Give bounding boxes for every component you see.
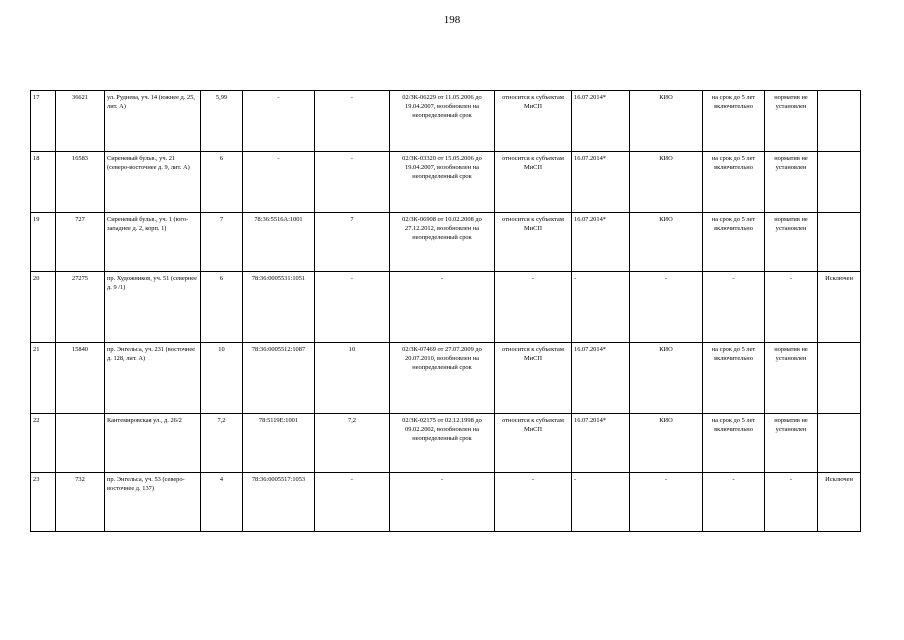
- cell-term: на срок до 5 лет включительно: [703, 414, 765, 473]
- cell-norm: норматив не установлен: [765, 152, 818, 213]
- cell-category: относится к субъектам МиСП: [495, 414, 572, 473]
- table-row: [31, 91, 861, 152]
- cell-area: 7: [201, 213, 243, 272]
- cell-area-cadastral: -: [315, 473, 390, 532]
- cell-category: -: [495, 272, 572, 343]
- cell-address: пр. Энгельса, уч. 53 (северо-восточнее д. 137): [105, 473, 201, 532]
- cell-object-code: 27275: [56, 272, 105, 343]
- cell-area: 7,2: [201, 414, 243, 473]
- cell-area-cadastral: 10: [315, 343, 390, 414]
- cell-area: 10: [201, 343, 243, 414]
- cell-date: 16.07.2014*: [572, 91, 630, 152]
- table-row: [31, 343, 861, 414]
- register-table: [30, 90, 861, 532]
- cell-address: Кантемировская ул., д. 26/2: [105, 414, 201, 473]
- cell-object-code: 36621: [56, 91, 105, 152]
- cell-date: 16.07.2014*: [572, 414, 630, 473]
- cell-note: Исключен: [818, 473, 861, 532]
- cell-row-number: 18: [31, 152, 56, 213]
- cell-contract: 02/ЗК-07469 от 27.07.2009 до 20.07.2010, возобновлен на неопределенный срок: [390, 343, 495, 414]
- cell-norm: норматив не установлен: [765, 414, 818, 473]
- cell-row-number: 21: [31, 343, 56, 414]
- cell-contract: -: [390, 473, 495, 532]
- cell-row-number: 20: [31, 272, 56, 343]
- cell-note: [818, 91, 861, 152]
- cell-date: 16.07.2014*: [572, 213, 630, 272]
- cell-area-cadastral: -: [315, 272, 390, 343]
- cell-date: 16.07.2014*: [572, 343, 630, 414]
- cell-date: -: [572, 473, 630, 532]
- cell-note: [818, 414, 861, 473]
- table-row: [31, 152, 861, 213]
- cell-cadastral-number: 78:36:0005517:1053: [243, 473, 315, 532]
- cell-row-number: 17: [31, 91, 56, 152]
- cell-contract: 02/ЗК-06908 от 10.02.2008 до 27.12.2012, возобновлен на неопределенный срок: [390, 213, 495, 272]
- cell-category: относится к субъектам МиСП: [495, 152, 572, 213]
- cell-term: на срок до 5 лет включительно: [703, 343, 765, 414]
- cell-area: 4: [201, 473, 243, 532]
- cell-area-cadastral: 7: [315, 213, 390, 272]
- cell-area-cadastral: -: [315, 91, 390, 152]
- cell-cadastral-number: -: [243, 152, 315, 213]
- cell-term: на срок до 5 лет включительно: [703, 152, 765, 213]
- cell-contract: 02/ЗК-06229 от 11.05.2006 до 19.04.2007, возобновлен на неопределенный срок: [390, 91, 495, 152]
- cell-category: относится к субъектам МиСП: [495, 91, 572, 152]
- cell-norm: норматив не установлен: [765, 343, 818, 414]
- cell-area: 6: [201, 272, 243, 343]
- cell-organization: -: [630, 272, 703, 343]
- cell-object-code: 727: [56, 213, 105, 272]
- cell-note: [818, 343, 861, 414]
- cell-category: -: [495, 473, 572, 532]
- cell-term: -: [703, 473, 765, 532]
- cell-contract: 02/ЗК-03320 от 15.05.2006 до 19.04.2007, возобновлен на неопределенный срок: [390, 152, 495, 213]
- page-number: 198: [443, 14, 461, 26]
- cell-cadastral-number: 78:36:0005531:1051: [243, 272, 315, 343]
- cell-row-number: 23: [31, 473, 56, 532]
- cell-cadastral-number: 78:36:5516А:1001: [243, 213, 315, 272]
- table-row: [31, 414, 861, 473]
- cell-cadastral-number: 78:5119Е:1001: [243, 414, 315, 473]
- cell-norm: норматив не установлен: [765, 213, 818, 272]
- cell-object-code: 15840: [56, 343, 105, 414]
- cell-organization: -: [630, 473, 703, 532]
- cell-cadastral-number: -: [243, 91, 315, 152]
- cell-contract: -: [390, 272, 495, 343]
- cell-organization: КИО: [630, 91, 703, 152]
- cell-address: пр. Энгельса, уч. 231 (восточнее д. 128, лит. А): [105, 343, 201, 414]
- cell-norm: норматив не установлен: [765, 91, 818, 152]
- cell-organization: КИО: [630, 152, 703, 213]
- cell-organization: КИО: [630, 343, 703, 414]
- cell-note: Исключен: [818, 272, 861, 343]
- cell-row-number: 19: [31, 213, 56, 272]
- cell-organization: КИО: [630, 213, 703, 272]
- cell-object-code: 16583: [56, 152, 105, 213]
- cell-address: пр. Художников, уч. 51 (севернее д. 9 /1): [105, 272, 201, 343]
- cell-object-code: 732: [56, 473, 105, 532]
- table-row: [31, 473, 861, 532]
- cell-contract: 02/ЗК-02175 от 02.12.1998 до 09.02.2002, возобновлен на неопределенный срок: [390, 414, 495, 473]
- cell-date: 16.07.2014*: [572, 152, 630, 213]
- cell-term: на срок до 5 лет включительно: [703, 213, 765, 272]
- cell-area-cadastral: 7,2: [315, 414, 390, 473]
- cell-area: 5,99: [201, 91, 243, 152]
- cell-note: [818, 213, 861, 272]
- cell-term: на срок до 5 лет включительно: [703, 91, 765, 152]
- cell-address: ул. Руднева, уч. 14 (южнее д. 25, лит. А): [105, 91, 201, 152]
- cell-date: -: [572, 272, 630, 343]
- cell-row-number: 22: [31, 414, 56, 473]
- cell-term: -: [703, 272, 765, 343]
- cell-category: относится к субъектам МиСП: [495, 343, 572, 414]
- cell-area: 6: [201, 152, 243, 213]
- table-row: [31, 272, 861, 343]
- cell-object-code: [56, 414, 105, 473]
- cell-norm: -: [765, 473, 818, 532]
- cell-cadastral-number: 78:36:0005512:1087: [243, 343, 315, 414]
- cell-category: относится к субъектам МиСП: [495, 213, 572, 272]
- cell-note: [818, 152, 861, 213]
- cell-address: Сиреневый бульв., уч. 21 (северо-восточнее д. 9, лит. А): [105, 152, 201, 213]
- cell-address: Сиреневый бульв., уч. 1 (юго-западнее д. 2, корп. 1): [105, 213, 201, 272]
- cell-organization: КИО: [630, 414, 703, 473]
- table-row: [31, 213, 861, 272]
- cell-area-cadastral: -: [315, 152, 390, 213]
- cell-norm: -: [765, 272, 818, 343]
